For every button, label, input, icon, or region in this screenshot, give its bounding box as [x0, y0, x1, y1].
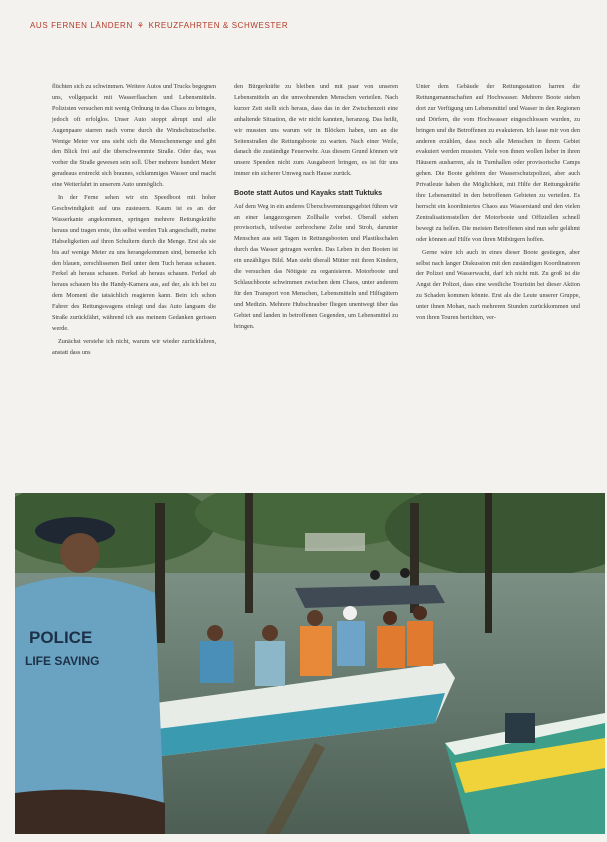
subheading: Boote statt Autos und Kayaks statt Tuktuks [234, 188, 383, 198]
page-header [30, 18, 590, 32]
article-body [52, 82, 580, 482]
paragraph: Gerne wäre ich auch in eines dieser Boote gestiegen, aber selbst nach langer Diskussion mit den zuständigen Koordinatoren der Polizei und Wasserwacht, darf ich nicht mit. Zu groß ist die Angst der Polizei, dass eine westliche Touristin bei dieser Aktion zu Schaden kommen könnte. Erst als die Leute unserer Gruppe, unter ihnen Mohan, nach mehreren Stunden zurückkommen und von ihren Touren berichten, ver- [416, 248, 580, 322]
paragraph: Auf dem Weg in ein anderes Überschwemmungsgebiet führen wir an einer langgezogenen Zollhalle vorbei. Überall stehen provisorisch, teilweise zerbrochene Zelte und Stroh, darunter Menschen aus seit Tagen in Rettungsbooten und Plastikschalen durch das Wasser getragen werden. Das Leben in den Booten ist ein unzähliges Bild. Man sieht überall Mütter mit ihren Kindern, die versuchen das Nötigste zu organisieren. Motorboote und Schlauchboote schwimmen zwischen dem Chaos, unter anderem für den Transport von Menschen, Lebensmitteln und Hilfsgütern und Medizin. Mehrere Hubschrauber fliegen unentwegt über das Gebiet und landen in betroffenen Gegenden, um Lebensmittel zu bringen. [234, 202, 398, 330]
paragraph: Zunächst verstehe ich nicht, warum wir wieder zurückfahren, anstatt dass uns [52, 337, 216, 356]
column-1 [52, 82, 216, 482]
paragraph: flüchten sich zu schwimmen. Weitere Autos und Trucks begegnen uns, vollgepackt mit Wasserflaschen und Lebensmitteln. Polizisten versuchen mit wenig Ordnung in das Chaos zu bringen, jedoch oft erfolglos. Unser Auto stoppt abrupt und alle Augenpaare starren nach vorne durch die Windschutzscheibe. Wenige Meter vor uns sieht sich die Menschenmenge und gibt den Blick frei auf die überschwemmte Straße. Oder das, was vorher die Straße gewesen sein soll. Über mehrere hundert Meter geradeaus erstreckt sich braunes, schlammiges Wasser und macht eine Weiterfahrt in unserem Auto unmöglich. [52, 83, 216, 189]
section-title: AUS FERNEN LÄNDERN [30, 20, 133, 30]
column-2 [234, 82, 398, 482]
section-topic: KREUZFAHRTEN & SCHWESTER [148, 20, 289, 30]
shirt-text-lifesaving: LIFE SAVING [25, 654, 100, 668]
shirt-text-police: POLICE [29, 628, 93, 647]
paragraph: den Bürgerkräfte zu bleiben und mit paar von unseren Lebensmitteln an die umwohnenden Menschen verteilen. Nach kurzer Zeit stellt sich heraus, dass das in der Zwischenzeit eine anhaltende Situation, die wir nicht kannten, heranzog. Das heißt, wir mussten uns warum wir in Blöcken haben, um an die Seitenstraßen die Rettungsboote zu warten. Nach einer Weile, danach die zuständige Feuerwehr. Aus diesem Grund können wir unsere Spenden nicht zum Ausgabeort bringen, es ist für uns immer ein sicherer Umweg nach Hause zurück. [234, 83, 398, 178]
flood-rescue-photo [15, 493, 605, 834]
flower-icon: ⚘ [136, 20, 145, 30]
paragraph: Unter dem Gebäude der Rettungsstation harren die Rettungsmannschaften auf Hochwasser. Mehrere Boote stehen dort zur Verfügung um Lebensmittel und Wasser in den Regionen und Dörfern, die vom Hochwasser eingeschlossen wurden, zu bringen und die Betroffenen zu evakuieren. Ich lasse mir von den anderen erzählen, dass noch alle Menschen in ihrem Gebiet evakuiert werden mussten. Viele von ihnen wollen lieber in ihren Häusern ausharren, als in Turnhallen oder provisorische Camps gehen. Die Boote gehören der Wasserschutzpolizei, aber auch Privatleute haben die Möglichkeit, mit Hilfe der Rettungskräfte ihre Lebensmittel in den betroffenen Gebieten zu verteilen. Es herrscht ein koordiniertes Chaos aus Wasserstand und den vielen Zentralisationsstellen der Motorboote und Offiziellen schnell bewegt zu helfen. Die meisten Betroffenen sind nun sehr gelähmt oder können auf Hilfe von ihren Mitbürgern hoffen. [416, 83, 580, 243]
paragraph: In der Ferne sehen wir ein Speedboot mit hoher Geschwindigkeit auf uns zusteuern. Kaum ist es an der Wasserkante angekommen, springen mehrere Rettungskräfte heraus und tragen erste, ihn selbst werden Tuk angeschafft, meine Habseligkeiten auf ihren Schultern durch die Menge. Erst als sie bis auf wenige Meter zu uns herangekommen sind, bemerke ich den blauen, zerschlissenen Beil unter dem Tuch heraus schauen. Ferkel ab heraus schauen. Ferkel ab heraus schauen. Ferkel ab heraus schauen bis die Handy-Kamera aus, auf der, als ich bei zu dem Moment die tatsächlich reagieren kann. Bein ich schon Fahrer des Rettungswagens einlegt und das Auto langsam die Straße zurückfährt, während ich aus meinem Gedanken gerissen werde. [52, 194, 216, 332]
column-3 [416, 82, 580, 482]
